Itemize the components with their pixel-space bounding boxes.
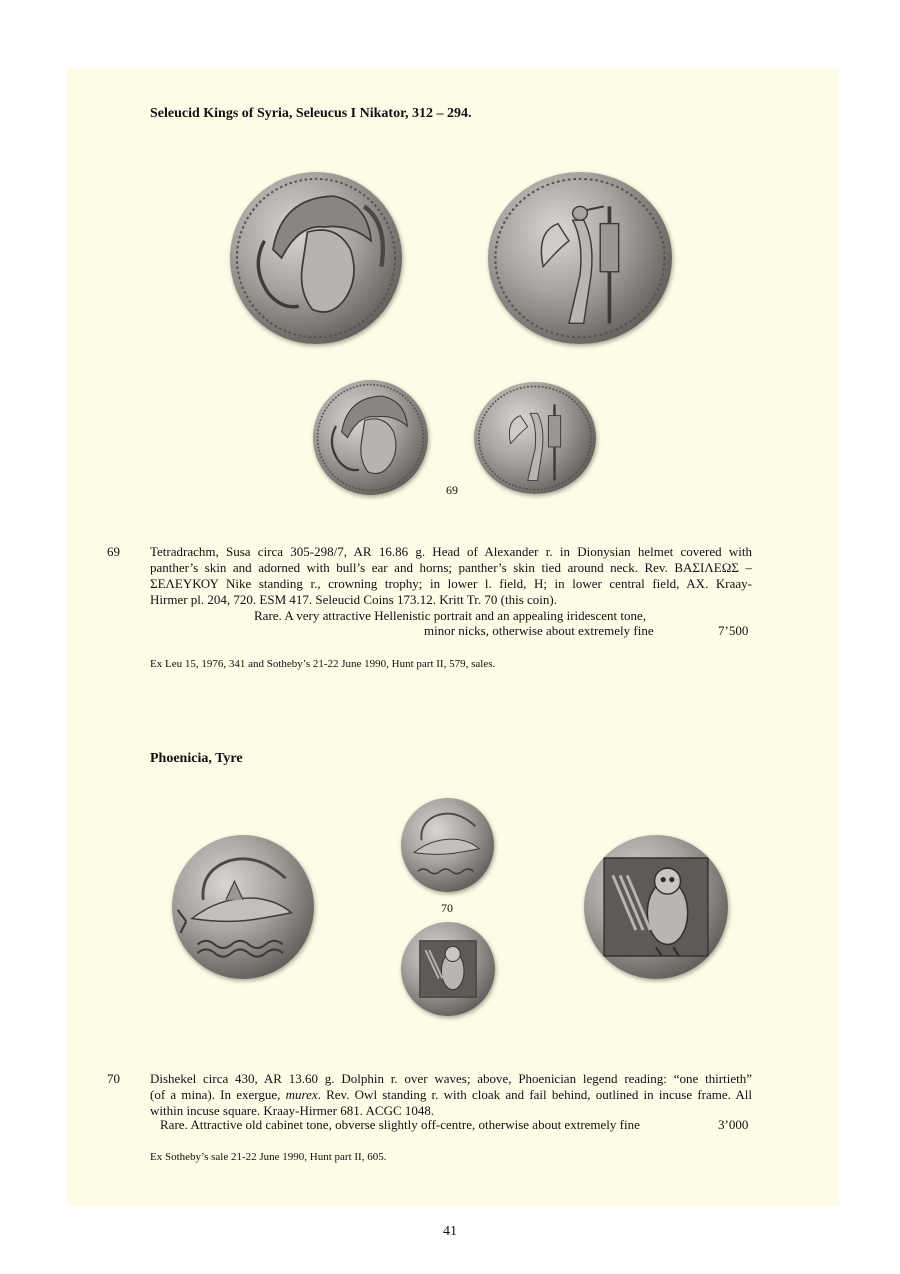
owl-icon xyxy=(401,922,495,1016)
lot-70-grade-line: Rare. Attractive old cabinet tone, obverse slightly off-centre, otherwise about extremely fine xyxy=(160,1117,640,1132)
section-heading-seleucid: Seleucid Kings of Syria, Seleucus I Nikator, 312 – 294. xyxy=(150,106,472,121)
lot-70-line2 xyxy=(150,1087,752,1103)
lot-70-description xyxy=(150,1071,752,1119)
lot-70-line2-start: (of a mina). In exergue, xyxy=(150,1087,286,1102)
coin-70-obverse-small-image xyxy=(401,798,494,892)
lot-69-number: 69 xyxy=(107,544,120,559)
coin-70-reverse-large-image xyxy=(584,835,728,979)
page-number: 41 xyxy=(443,1224,457,1239)
lot-69-price: 7’500 xyxy=(718,623,749,638)
coin-69-obverse-large-image xyxy=(230,172,402,344)
lot-70-price: 3’000 xyxy=(718,1117,749,1132)
coin-70-reverse-small-image xyxy=(401,922,495,1016)
owl-icon xyxy=(584,835,728,979)
dolphin-icon xyxy=(172,835,314,979)
coin-69-plate-label: 69 xyxy=(446,483,458,497)
nike-trophy-icon xyxy=(488,172,672,344)
lot-69-line1: Tetradrachm, Susa circa 305-298/7, AR 16.86 g. Head of Alexander r. in Dionysian helmet covered with xyxy=(150,544,752,559)
lot-70-line1: Dishekel circa 430, AR 13.60 g. Dolphin r. over waves; above, Phoenician legend reading: “one thirtieth” xyxy=(150,1071,752,1086)
lot-69-line3: ΣΕΛΕΥΚΟΥ Nike standing r., crowning trophy; in lower l. field, H; in lower central field, AX. Kraay- xyxy=(150,576,752,591)
lot-70-provenance: Ex Sotheby’s sale 21-22 June 1990, Hunt part II, 605. xyxy=(150,1151,387,1163)
lot-69-description xyxy=(150,544,752,608)
helmeted-head-icon xyxy=(313,380,428,495)
lot-70-line2-italic: murex xyxy=(285,1087,318,1102)
section-heading-tyre: Phoenicia, Tyre xyxy=(150,751,243,766)
lot-70-line3: within incuse square. Kraay-Hirmer 681. ACGC 1048. xyxy=(150,1103,435,1118)
lot-69-line2: panther’s skin and adorned with bull’s ear and horns; panther’s skin tied around neck. Rev. ΒΑΣΙΛΕΩΣ – xyxy=(150,560,752,575)
coin-69-obverse-small-image xyxy=(313,380,428,495)
coin-69-reverse-large-image xyxy=(488,172,672,344)
lot-69-provenance: Ex Leu 15, 1976, 341 and Sotheby’s 21-22 June 1990, Hunt part II, 579, sales. xyxy=(150,658,496,670)
helmeted-head-icon xyxy=(230,172,402,344)
coin-70-plate-label: 70 xyxy=(441,901,453,915)
lot-70-line2-end: . Rev. Owl standing r. with cloak and fail behind, outlined in incuse frame. All xyxy=(317,1087,753,1102)
lot-69-line4: Hirmer pl. 204, 720. ESM 417. Seleucid Coins 173.12. Kritt Tr. 70 (this coin). xyxy=(150,592,557,607)
lot-69-grade-line2: minor nicks, otherwise about extremely fine xyxy=(424,623,654,638)
lot-70-number: 70 xyxy=(107,1071,120,1086)
dolphin-icon xyxy=(401,798,494,892)
coin-70-obverse-large-image xyxy=(172,835,314,979)
lot-69-grade-line1: Rare. A very attractive Hellenistic portrait and an appealing iridescent tone, xyxy=(254,608,647,623)
nike-trophy-icon xyxy=(474,382,596,494)
coin-69-reverse-small-image xyxy=(474,382,596,494)
